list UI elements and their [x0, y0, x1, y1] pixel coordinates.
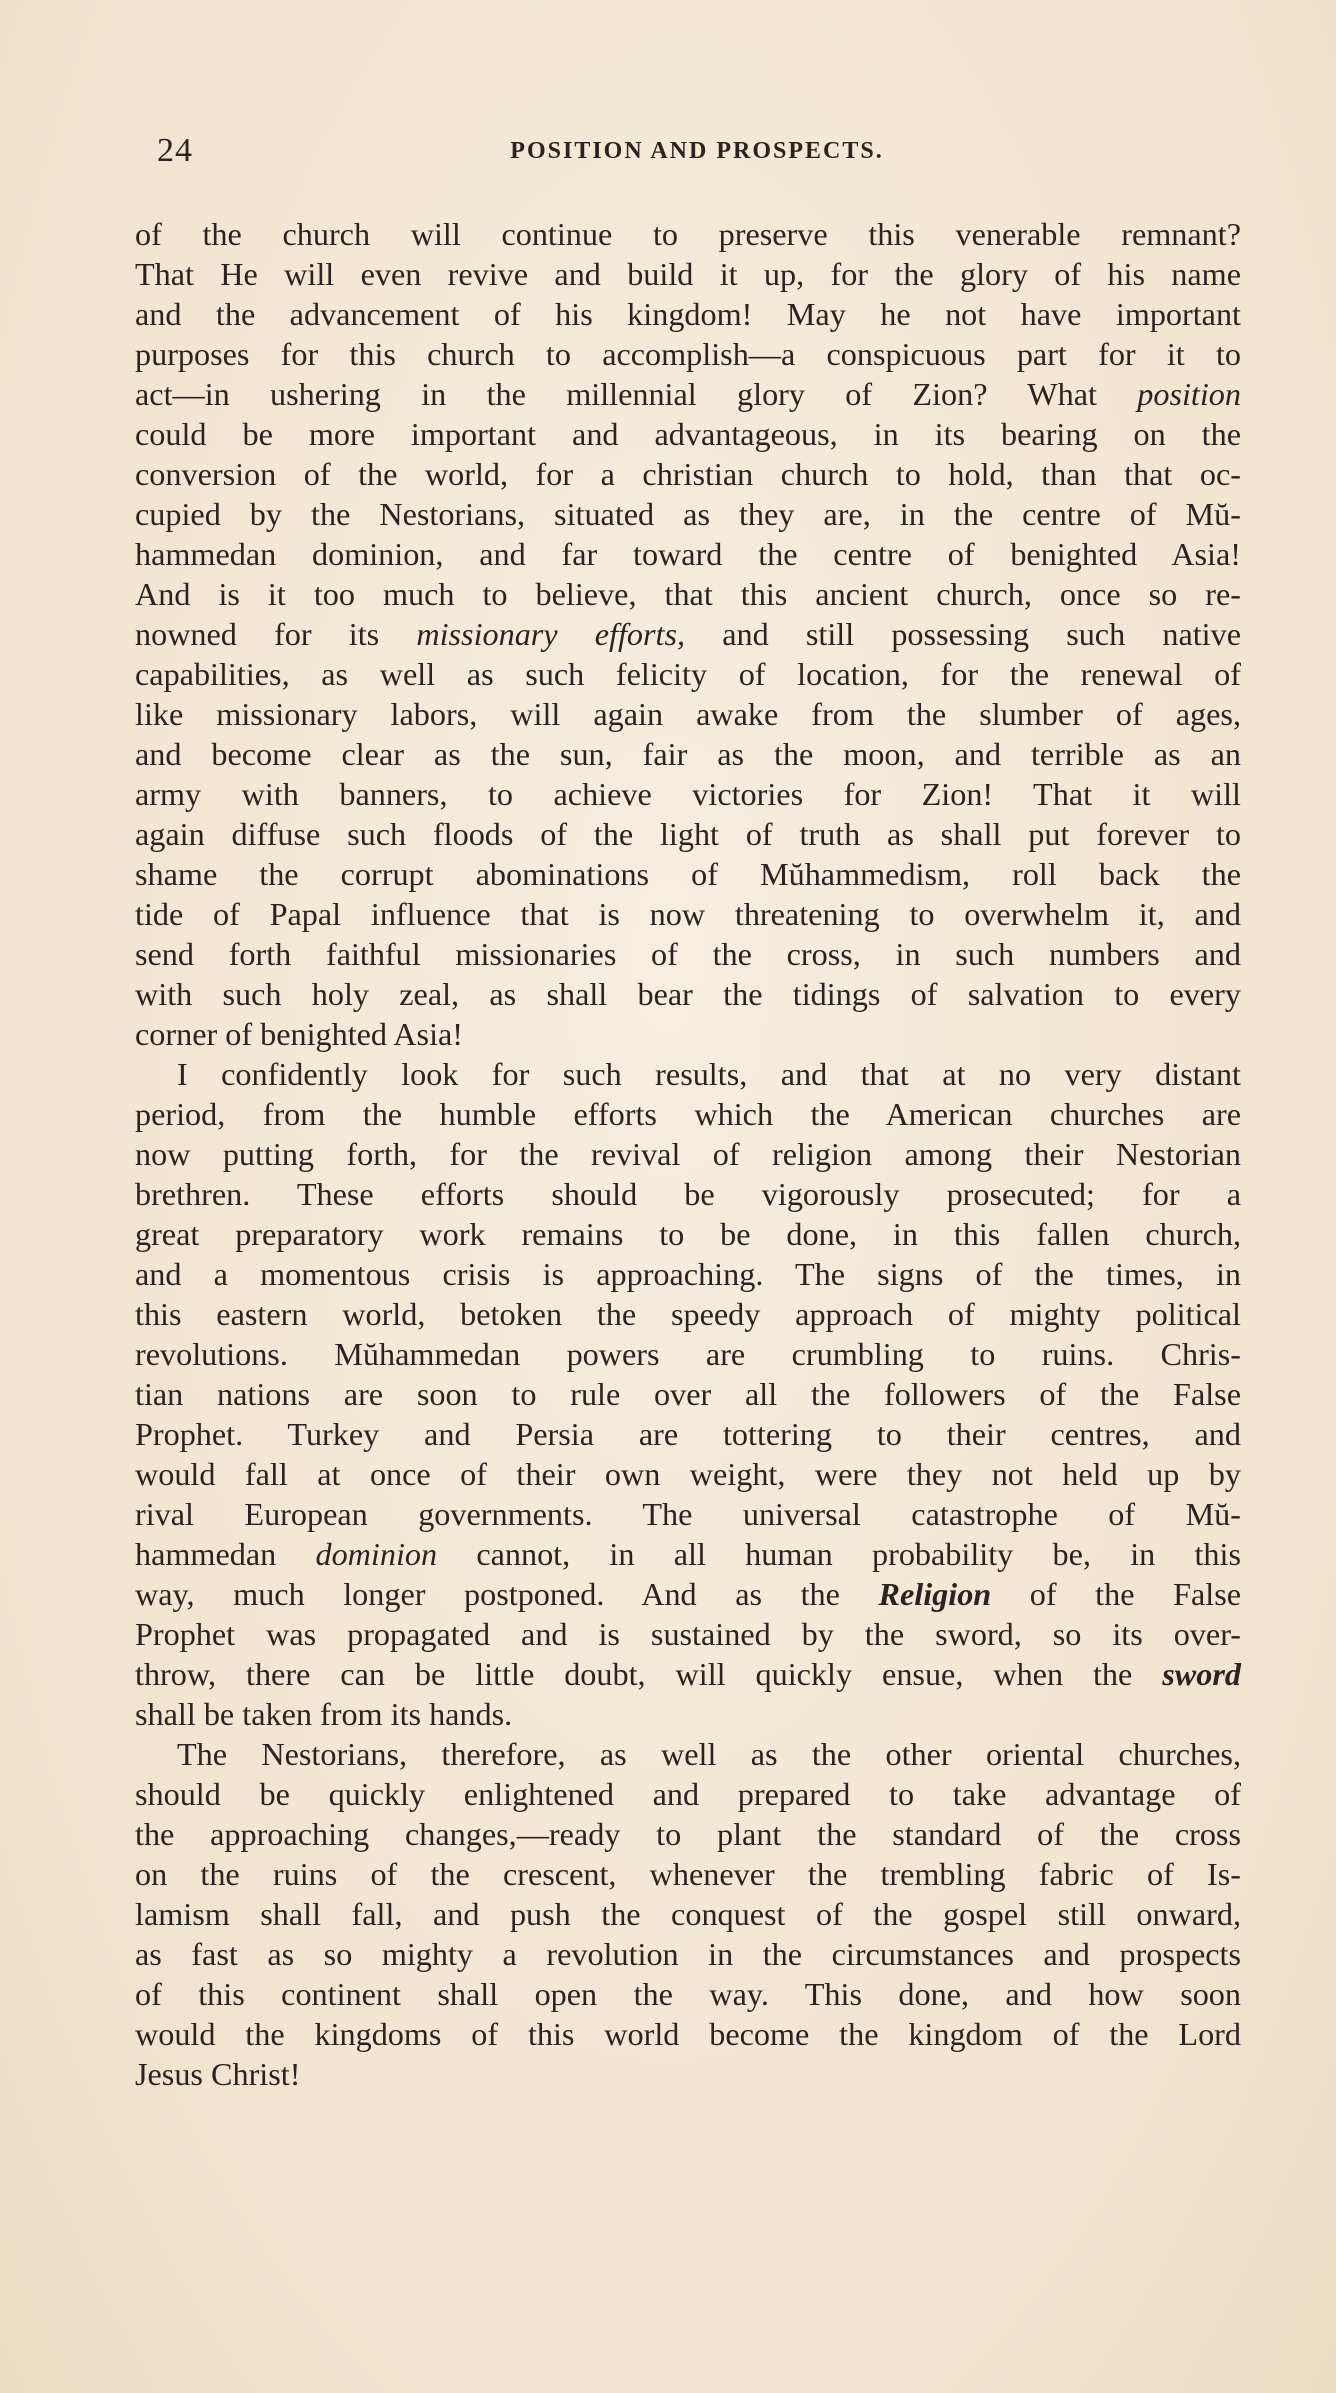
text-line	[135, 534, 1241, 574]
emphasized-text: missionary efforts,	[416, 616, 686, 652]
text-run: tide of Papal influence that is now threatening to overwhelm it, and	[135, 896, 1241, 932]
text-run: hammedan	[135, 1536, 316, 1572]
text-run: Jesus Christ!	[135, 2056, 301, 2092]
text-line	[135, 2054, 1241, 2094]
text-run: send forth faithful missionaries of the cross, in such numbers and	[135, 936, 1241, 972]
text-run: again diffuse such floods of the light of truth as shall put forever to	[135, 816, 1241, 852]
text-run: brethren. These efforts should be vigorously prosecuted; for a	[135, 1176, 1241, 1212]
text-run: now putting forth, for the revival of religion among their Nestorian	[135, 1136, 1241, 1172]
text-line	[135, 654, 1241, 694]
text-run: of this continent shall open the way. This done, and how soon	[135, 1976, 1241, 2012]
text-line	[135, 1814, 1241, 1854]
emphasized-text: dominion	[315, 1536, 438, 1572]
text-line	[135, 574, 1241, 614]
emphasized-text: position	[1137, 376, 1241, 412]
text-line	[135, 854, 1241, 894]
text-run: as fast as so mighty a revolution in the circumstances and prospects	[135, 1936, 1241, 1972]
text-line	[135, 494, 1241, 534]
text-run: Prophet. Turkey and Persia are tottering to their centres, and	[135, 1416, 1241, 1452]
text-line	[135, 1614, 1241, 1654]
text-run: purposes for this church to accomplish—a conspicuous part for it to	[135, 336, 1241, 372]
emphasized-text: Religion	[878, 1576, 992, 1612]
text-run: great preparatory work remains to be done, in this fallen church,	[135, 1216, 1241, 1252]
text-run: nowned for its	[135, 616, 417, 652]
text-line	[135, 1214, 1241, 1254]
text-run: the approaching changes,—ready to plant the standard of the cross	[135, 1816, 1241, 1852]
text-line	[135, 454, 1241, 494]
text-line	[135, 414, 1241, 454]
text-line	[135, 214, 1241, 254]
text-run: on the ruins of the crescent, whenever the trembling fabric of Is-	[135, 1856, 1241, 1892]
text-run: corner of benighted Asia!	[135, 1016, 464, 1052]
text-line	[135, 1574, 1241, 1614]
text-run: and become clear as the sun, fair as the moon, and terrible as an	[135, 736, 1241, 772]
running-head: POSITION AND PROSPECTS.	[510, 138, 884, 164]
text-run: lamism shall fall, and push the conquest of the gospel still onward,	[135, 1896, 1241, 1932]
text-line	[135, 1494, 1241, 1534]
text-run: I confidently look for such results, and that at no very distant	[177, 1056, 1241, 1092]
text-run: throw, there can be little doubt, will quickly ensue, when the	[135, 1656, 1163, 1692]
text-run: cupied by the Nestorians, situated as they are, in the centre of Mŭ-	[135, 496, 1241, 532]
text-run: would fall at once of their own weight, were they not held up by	[135, 1456, 1241, 1492]
text-line	[135, 1454, 1241, 1494]
text-line	[135, 1534, 1241, 1574]
text-run: capabilities, as well as such felicity of location, for the renewal of	[135, 656, 1241, 692]
text-line	[135, 1294, 1241, 1334]
text-line	[135, 774, 1241, 814]
text-line	[135, 1014, 1241, 1054]
text-run: of the church will continue to preserve this venerable remnant?	[135, 216, 1241, 252]
text-line	[135, 1934, 1241, 1974]
text-run: way, much longer postponed. And as the	[135, 1576, 879, 1612]
text-line	[135, 1414, 1241, 1454]
text-line	[135, 294, 1241, 334]
text-line	[135, 1894, 1241, 1934]
emphasized-text: sword	[1162, 1656, 1241, 1692]
text-line	[135, 1734, 1241, 1774]
text-line	[135, 1254, 1241, 1294]
text-run: rival European governments. The universal catastrophe of Mŭ-	[135, 1496, 1241, 1532]
text-line	[135, 814, 1241, 854]
text-run: like missionary labors, will again awake from the slumber of ages,	[135, 696, 1241, 732]
text-line	[135, 1334, 1241, 1374]
text-line	[135, 1374, 1241, 1414]
text-run: could be more important and advantageous, in its bearing on the	[135, 416, 1241, 452]
text-run: and still possessing such native	[685, 616, 1241, 652]
text-run: hammedan dominion, and far toward the centre of benighted Asia!	[135, 536, 1241, 572]
page-number: 24	[157, 132, 193, 169]
text-run: shall be taken from its hands.	[135, 1696, 513, 1732]
text-line	[135, 1054, 1241, 1094]
text-run: of the False	[991, 1576, 1242, 1612]
text-run: act—in ushering in the millennial glory of Zion? What	[135, 376, 1138, 412]
text-line	[135, 374, 1241, 414]
text-run: conversion of the world, for a christian church to hold, than that oc-	[135, 456, 1241, 492]
text-line	[135, 934, 1241, 974]
text-run: That He will even revive and build it up, for the glory of his name	[135, 256, 1241, 292]
text-run: period, from the humble efforts which the American churches are	[135, 1096, 1241, 1132]
text-run: and a momentous crisis is approaching. The signs of the times, in	[135, 1256, 1241, 1292]
text-line	[135, 1774, 1241, 1814]
text-line	[135, 614, 1241, 654]
text-line	[135, 1854, 1241, 1894]
page-header	[157, 132, 1237, 176]
text-run: cannot, in all human probability be, in this	[437, 1536, 1241, 1572]
text-run: would the kingdoms of this world become the kingdom of the Lord	[135, 2016, 1241, 2052]
text-line	[135, 1134, 1241, 1174]
text-run: Prophet was propagated and is sustained by the sword, so its over-	[135, 1616, 1241, 1652]
text-line	[135, 1174, 1241, 1214]
text-line	[135, 1654, 1241, 1694]
text-run: with such holy zeal, as shall bear the tidings of salvation to every	[135, 976, 1241, 1012]
text-line	[135, 1974, 1241, 2014]
text-run: revolutions. Mŭhammedan powers are crumbling to ruins. Chris-	[135, 1336, 1241, 1372]
text-run: this eastern world, betoken the speedy approach of mighty political	[135, 1296, 1241, 1332]
text-line	[135, 1694, 1241, 1734]
text-line	[135, 2014, 1241, 2054]
text-line	[135, 894, 1241, 934]
body-text	[135, 214, 1241, 2094]
text-line	[135, 694, 1241, 734]
text-run: army with banners, to achieve victories for Zion! That it will	[135, 776, 1241, 812]
text-line	[135, 254, 1241, 294]
text-run: shame the corrupt abominations of Mŭhammedism, roll back the	[135, 856, 1241, 892]
text-line	[135, 334, 1241, 374]
text-run: tian nations are soon to rule over all the followers of the False	[135, 1376, 1241, 1412]
text-run: and the advancement of his kingdom! May he not have important	[135, 296, 1241, 332]
text-line	[135, 974, 1241, 1014]
text-run: The Nestorians, therefore, as well as the other oriental churches,	[177, 1736, 1241, 1772]
text-run: And is it too much to believe, that this ancient church, once so re-	[135, 576, 1241, 612]
text-line	[135, 734, 1241, 774]
text-run: should be quickly enlightened and prepared to take advantage of	[135, 1776, 1241, 1812]
text-line	[135, 1094, 1241, 1134]
